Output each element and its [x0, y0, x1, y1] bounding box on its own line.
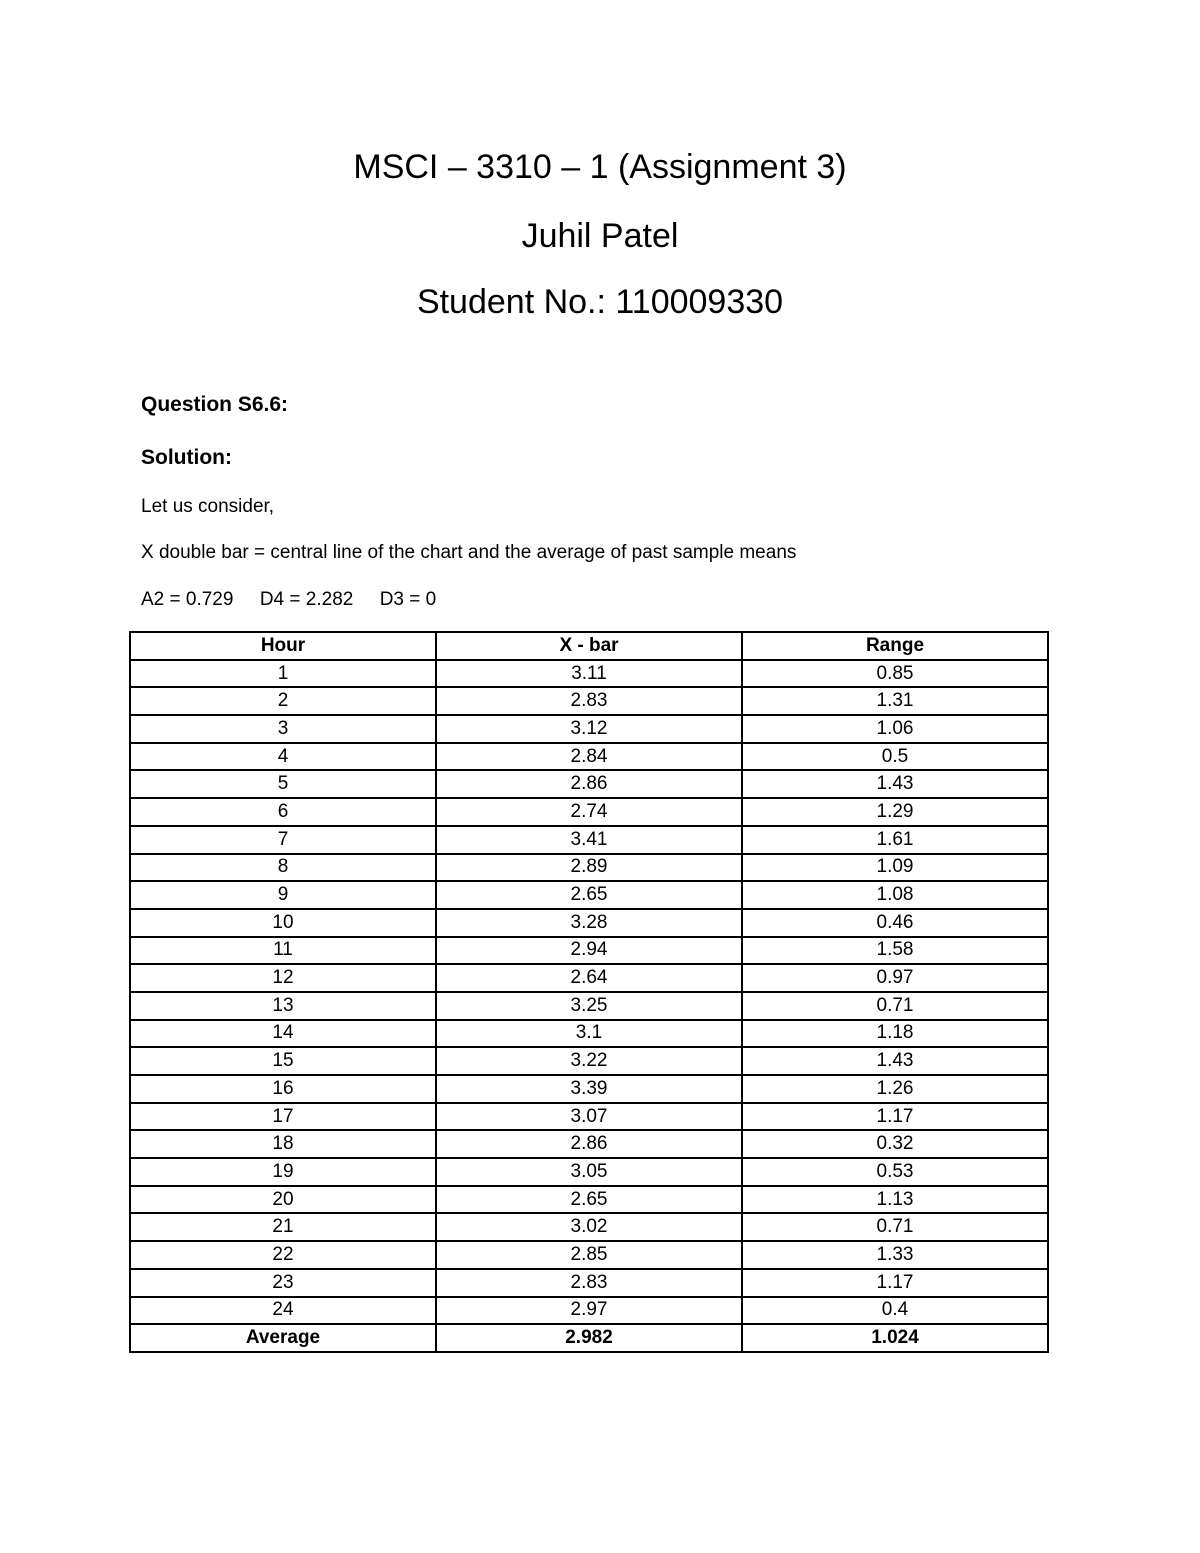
hour-cell: 4 — [130, 743, 436, 771]
range-cell: 1.18 — [742, 1020, 1048, 1048]
x-bar-cell: 3.12 — [436, 715, 742, 743]
range-cell: 1.26 — [742, 1075, 1048, 1103]
hour-cell: 23 — [130, 1269, 436, 1297]
range-cell: 1.06 — [742, 715, 1048, 743]
x-bar-cell: 3.07 — [436, 1103, 742, 1131]
page-title: MSCI – 3310 – 1 (Assignment 3) — [353, 148, 847, 186]
hour-cell: 19 — [130, 1158, 436, 1186]
table-row — [130, 1297, 1048, 1325]
hour-cell: 7 — [130, 826, 436, 854]
x-bar-cell: 3.05 — [436, 1158, 742, 1186]
table-header-row — [130, 632, 1048, 660]
table-row — [130, 992, 1048, 1020]
hour-cell: 24 — [130, 1297, 436, 1325]
table-row — [130, 1103, 1048, 1131]
x-bar-cell: 2.97 — [436, 1297, 742, 1325]
average-row — [130, 1324, 1048, 1352]
table-row — [130, 770, 1048, 798]
table-row — [130, 854, 1048, 882]
x-bar-cell: 3.11 — [436, 660, 742, 688]
x-bar-cell: 3.22 — [436, 1047, 742, 1075]
x-bar-cell: 2.86 — [436, 1130, 742, 1158]
hour-cell: 12 — [130, 964, 436, 992]
solution-label: Solution: — [141, 446, 232, 469]
range-cell: 0.53 — [742, 1158, 1048, 1186]
table-row — [130, 798, 1048, 826]
hour-cell: 14 — [130, 1020, 436, 1048]
header-hour: Hour — [130, 632, 436, 660]
hour-cell: 13 — [130, 992, 436, 1020]
range-cell: 1.33 — [742, 1241, 1048, 1269]
hour-cell: 5 — [130, 770, 436, 798]
x-bar-cell: 2.94 — [436, 937, 742, 965]
table-row — [130, 881, 1048, 909]
table-row — [130, 1047, 1048, 1075]
x-bar-cell: 3.1 — [436, 1020, 742, 1048]
x-bar-cell: 3.02 — [436, 1213, 742, 1241]
hour-cell: 16 — [130, 1075, 436, 1103]
hour-cell: 18 — [130, 1130, 436, 1158]
range-cell: 0.4 — [742, 1297, 1048, 1325]
x-bar-cell: 2.64 — [436, 964, 742, 992]
table-body — [130, 660, 1048, 1352]
average-label: Average — [130, 1324, 436, 1352]
student-number: Student No.: 110009330 — [416, 283, 784, 321]
range-cell: 1.17 — [742, 1103, 1048, 1131]
x-bar-cell: 2.65 — [436, 881, 742, 909]
range-cell: 1.08 — [742, 881, 1048, 909]
table-row — [130, 909, 1048, 937]
x-double-bar-definition: X double bar = central line of the chart and the average of past sample means — [141, 542, 797, 563]
table-row — [130, 660, 1048, 688]
consider-text: Let us consider, — [141, 496, 275, 517]
header-range: Range — [742, 632, 1048, 660]
x-bar-cell: 2.83 — [436, 1269, 742, 1297]
range-cell: 1.58 — [742, 937, 1048, 965]
hour-cell: 20 — [130, 1186, 436, 1214]
table-row — [130, 937, 1048, 965]
range-cell: 1.29 — [742, 798, 1048, 826]
table-row — [130, 826, 1048, 854]
table-row — [130, 1186, 1048, 1214]
range-cell: 1.43 — [742, 770, 1048, 798]
hour-cell: 1 — [130, 660, 436, 688]
range-cell: 1.43 — [742, 1047, 1048, 1075]
average-range: 1.024 — [742, 1324, 1048, 1352]
x-bar-cell: 3.25 — [436, 992, 742, 1020]
hour-cell: 2 — [130, 687, 436, 715]
table-row — [130, 687, 1048, 715]
author-name: Juhil Patel — [521, 217, 679, 255]
hour-cell: 6 — [130, 798, 436, 826]
range-cell: 0.71 — [742, 1213, 1048, 1241]
table-row — [130, 743, 1048, 771]
table-row — [130, 1130, 1048, 1158]
hour-cell: 15 — [130, 1047, 436, 1075]
range-cell: 0.97 — [742, 964, 1048, 992]
range-cell: 1.09 — [742, 854, 1048, 882]
table-row — [130, 1020, 1048, 1048]
range-cell: 0.46 — [742, 909, 1048, 937]
control-chart-constants: A2 = 0.729 D4 = 2.282 D3 = 0 — [141, 589, 437, 610]
hour-cell: 22 — [130, 1241, 436, 1269]
x-bar-cell: 2.86 — [436, 770, 742, 798]
table-row — [130, 1075, 1048, 1103]
x-bar-cell: 3.41 — [436, 826, 742, 854]
range-cell: 0.71 — [742, 992, 1048, 1020]
hour-cell: 3 — [130, 715, 436, 743]
x-bar-cell: 2.65 — [436, 1186, 742, 1214]
header-x-bar: X - bar — [436, 632, 742, 660]
x-bar-cell: 3.39 — [436, 1075, 742, 1103]
x-bar-cell: 2.83 — [436, 687, 742, 715]
range-cell: 0.85 — [742, 660, 1048, 688]
x-bar-cell: 2.74 — [436, 798, 742, 826]
table-row — [130, 1269, 1048, 1297]
range-cell: 1.17 — [742, 1269, 1048, 1297]
hour-cell: 17 — [130, 1103, 436, 1131]
hour-cell: 21 — [130, 1213, 436, 1241]
table-row — [130, 1241, 1048, 1269]
range-cell: 0.5 — [742, 743, 1048, 771]
hour-cell: 11 — [130, 937, 436, 965]
x-bar-cell: 3.28 — [436, 909, 742, 937]
hour-cell: 9 — [130, 881, 436, 909]
range-cell: 1.13 — [742, 1186, 1048, 1214]
hour-cell: 10 — [130, 909, 436, 937]
x-bar-cell: 2.85 — [436, 1241, 742, 1269]
table-row — [130, 1158, 1048, 1186]
table-row — [130, 964, 1048, 992]
hour-cell: 8 — [130, 854, 436, 882]
x-bar-cell: 2.89 — [436, 854, 742, 882]
range-cell: 1.61 — [742, 826, 1048, 854]
range-cell: 1.31 — [742, 687, 1048, 715]
question-label: Question S6.6: — [141, 393, 289, 416]
table-row — [130, 715, 1048, 743]
average-x-bar: 2.982 — [436, 1324, 742, 1352]
x-bar-cell: 2.84 — [436, 743, 742, 771]
range-cell: 0.32 — [742, 1130, 1048, 1158]
table-row — [130, 1213, 1048, 1241]
data-table — [129, 631, 1049, 1353]
